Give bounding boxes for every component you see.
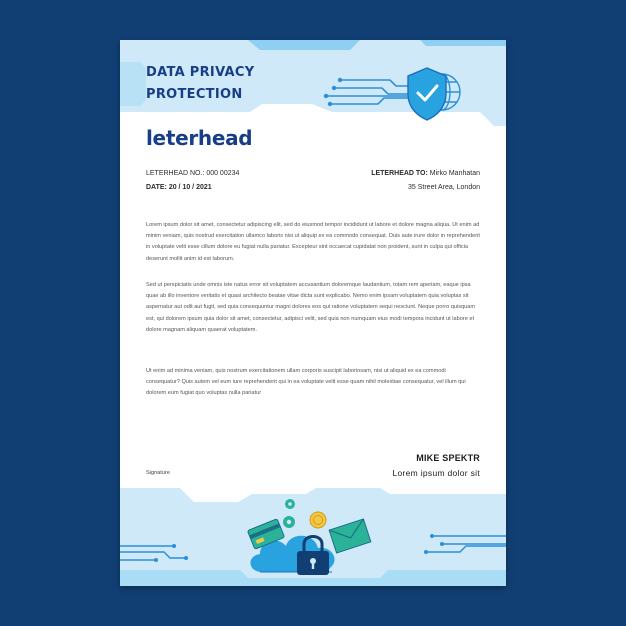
to-name: Mirko Manhatan: [429, 170, 480, 177]
date-label: DATE:: [146, 184, 167, 191]
document-title: [146, 62, 254, 106]
body-paragraph-3: Ut enim ad minima veniam, quis nostrum exercitationem ullam corporis suscipit laboriosam, nisi ut aliquid ex ea commodi consequatur? Quis autem vel eum iure reprehenderit qui in ea voluptate velit esse quam nihil molestiae consequatur, vel illum qui dolorem eum fugiat quo voluptas nulla pariatur: [146, 368, 466, 397]
title-line-2: PROTECTION: [146, 87, 243, 102]
footer-decoration: [120, 480, 506, 586]
title-line-1: DATA PRIVACY: [146, 65, 255, 80]
to-label: LETERHEAD TO:: [371, 170, 428, 177]
signer-name: MIKE SPEKTR: [416, 453, 480, 463]
recipient-line: [371, 167, 480, 181]
body-paragraph-1: Lorem ipsum dolor sit amet, consectetur adipiscing elit, sed do eiusmod tempor incididunt ut labore et dolore magna aliqua. Ut enim ad minim veniam, quis nostrud exercitation ullamco laboris nisi ut aliquip ex ea commodo consequat. Duis aute irure dolor in reprehenderit in voluptate velit esse cillum dolore eu fugiat nulla pariatur. Excepteur sint occaecat cupidatat non proident, sunt in culpa qui officia deserunt mollit anim id est laborum.: [146, 222, 480, 262]
letterhead-heading: leterhead: [146, 126, 253, 150]
letterhead-number: [146, 167, 239, 181]
reference-block: [146, 167, 239, 195]
signature-label: Signature: [146, 470, 170, 476]
date-line: [146, 181, 239, 195]
shield-check-icon: [408, 68, 446, 120]
number-value: 000 00234: [206, 170, 240, 177]
recipient-address: 35 Street Area, London: [408, 184, 480, 191]
body-paragraph-2: Sed ut perspiciatis unde omnis iste natus error sit voluptatem accusantium doloremque laudantium, totam rem aperiam, eaque ipsa quae ab illo inventore veritatis et quasi architecto beatae vitae dicta sunt explicabo. Nemo enim ipsam voluptatem quia voluptas sit aspernatur aut odit aut fugit, sed quia consequuntur magni dolores eos qui ratione voluptatem sequi nesciunt. Neque porro quisquam est, qui dolorem ipsum quia dolor sit amet, consectetur, adipisci velit, sed quia non numquam eius modi tempora incidunt ut labore et dolore magnam aliquam quaerat voluptatem.: [146, 282, 475, 333]
letterhead-page: [120, 40, 506, 586]
signer-title: Lorem ipsum dolor sit: [392, 468, 480, 478]
recipient-block: [371, 167, 480, 195]
coin-icon: [310, 512, 326, 528]
date-value: 20 / 10 / 2021: [168, 184, 212, 191]
number-label: LETERHEAD NO.:: [146, 170, 205, 177]
